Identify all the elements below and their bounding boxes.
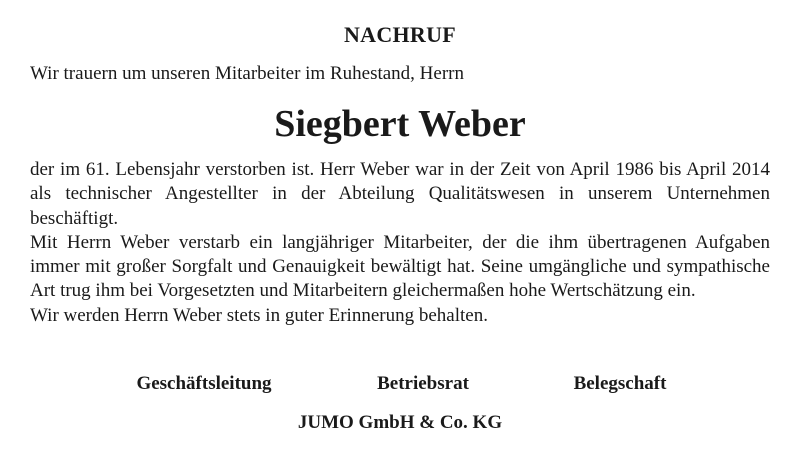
notice-body	[30, 158, 770, 328]
deceased-name: Siegbert Weber	[274, 103, 526, 145]
signatory-works-council: Betriebsrat	[377, 373, 469, 394]
intro-line: Wir trauern um unseren Mitarbeiter im Ruhestand, Herrn	[30, 63, 464, 84]
paragraph-career: der im 61. Lebensjahr verstorben ist. Herr Weber war in der Zeit von April 1986 bis April 2014 als technischer Angestellter in der Abteilung Qualitätswesen in unserem Unternehmen beschäftigt.	[30, 159, 770, 229]
signatory-management: Geschäftsleitung	[136, 373, 272, 394]
paragraph-remembrance: Wir werden Herrn Weber stets in guter Erinnerung behalten.	[30, 304, 488, 326]
company-name: JUMO GmbH & Co. KG	[297, 412, 503, 433]
notice-heading: NACHRUF	[343, 22, 457, 47]
signatory-staff: Belegschaft	[573, 373, 667, 394]
paragraph-tribute: Mit Herrn Weber verstarb ein langjähriger Mitarbeiter, der die ihm übertragenen Aufgaben immer mit großer Sorgfalt und Genauigkeit bewältigt hat. Seine umgängliche und sympathische Art trug ihm bei Vorgesetzten und Mitarbeitern gleichermaßen hohe Wertschätzung ein.	[30, 231, 770, 302]
